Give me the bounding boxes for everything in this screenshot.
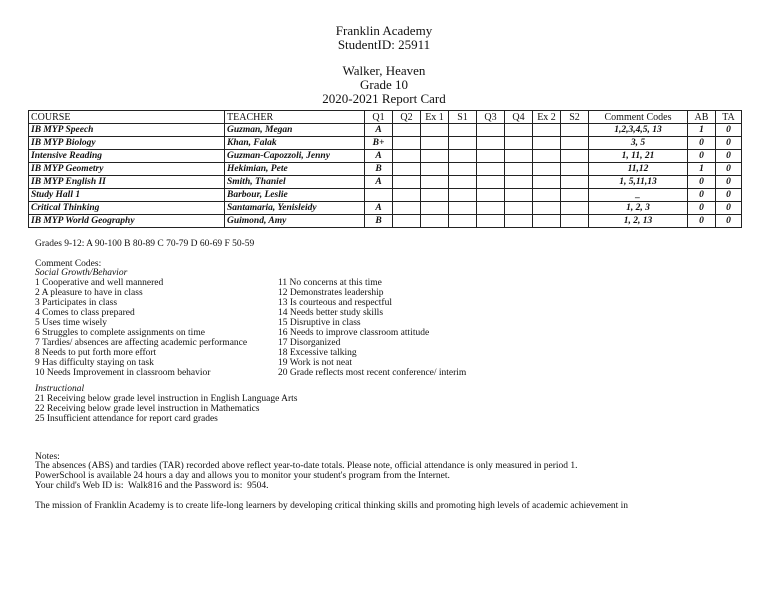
table-row [29,124,742,137]
comment-code-item: 16 Needs to improve classroom attitude [278,328,430,338]
tardies-cell: 0 [716,176,742,189]
teacher-cell: Hekimian, Pete [225,163,365,176]
comment-codes-cell: _ [589,189,688,202]
comment-codes-cell: 1, 2, 13 [589,215,688,228]
ex1-grade [421,215,449,228]
ex1-grade [421,150,449,163]
notes-lines [35,461,578,491]
col-header: Q1 [365,111,393,124]
col-header: Ex 2 [533,111,561,124]
s2-grade [561,163,589,176]
table-header-row [29,111,742,124]
col-header: COURSE [29,111,225,124]
comment-codes-title: Comment Codes: [35,259,102,269]
tardies-cell: 0 [716,163,742,176]
q4-grade [505,176,533,189]
col-header: Q3 [477,111,505,124]
q1-grade: B+ [365,137,393,150]
grading-scale: Grades 9-12: A 90-100 B 80-89 C 70-79 D 60-69 F 50-59 [35,239,255,249]
s1-grade [449,150,477,163]
notes-title: Notes: [35,452,60,462]
s1-grade [449,215,477,228]
table-row [29,202,742,215]
col-header: Comment Codes [589,111,688,124]
absences-cell: 0 [688,215,716,228]
comment-codes-cell: 1, 2, 3 [589,202,688,215]
report-title: 2020-2021 Report Card [322,91,446,106]
ex1-grade [421,202,449,215]
col-header: AB [688,111,716,124]
comment-code-item: 4 Comes to class prepared [35,308,135,318]
course-cell: IB MYP English II [29,176,225,189]
s1-grade [449,202,477,215]
teacher-cell: Smith, Thaniel [225,176,365,189]
table-row [29,215,742,228]
tardies-cell: 0 [716,189,742,202]
tardies-cell: 0 [716,150,742,163]
col-header: S2 [561,111,589,124]
instructional-code-item: 21 Receiving below grade level instruction in English Language Arts [35,394,298,404]
student-id: StudentID: 25911 [337,37,431,52]
comment-code-item: 15 Disruptive in class [278,318,361,328]
instructional-code-item: 22 Receiving below grade level instruction in Mathematics [35,404,260,414]
q1-grade [365,189,393,202]
comment-code-item: 10 Needs Improvement in classroom behavior [35,368,211,378]
absences-cell: 1 [688,163,716,176]
q1-grade: A [365,150,393,163]
q3-grade [477,202,505,215]
comment-code-item: 9 Has difficulty staying on task [35,358,154,368]
table-row [29,176,742,189]
q1-grade: B [365,215,393,228]
comment-code-item: 12 Demonstrates leadership [278,288,384,298]
comment-codes-cell: 1, 5,11,13 [589,176,688,189]
q2-grade [393,215,421,228]
s1-grade [449,176,477,189]
s1-grade [449,189,477,202]
q3-grade [477,150,505,163]
q4-grade [505,124,533,137]
school-name: Franklin Academy [335,23,433,38]
comment-codes-right [278,278,466,378]
note-line: PowerSchool is available 24 hours a day and allows you to monitor your student's program from the Internet. [35,471,450,481]
s1-grade [449,137,477,150]
col-header: TA [716,111,742,124]
note-line: The absences (ABS) and tardies (TAR) recorded above reflect year-to-date totals. Please note, official attendance is only measured in period 1. [35,461,578,471]
q2-grade [393,137,421,150]
q1-grade: A [365,202,393,215]
s2-grade [561,176,589,189]
absences-cell: 0 [688,189,716,202]
ex2-grade [533,124,561,137]
ex2-grade [533,202,561,215]
comment-code-item: 18 Excessive talking [278,348,357,358]
comment-code-item: 13 Is courteous and respectful [278,298,392,308]
comment-codes-left [35,278,247,378]
col-header: TEACHER [225,111,365,124]
absences-cell: 0 [688,176,716,189]
course-cell: Intensive Reading [29,150,225,163]
s1-grade [449,163,477,176]
tardies-cell: 0 [716,137,742,150]
q3-grade [477,215,505,228]
q2-grade [393,189,421,202]
comment-code-item: 3 Participates in class [35,298,118,308]
col-header: Q2 [393,111,421,124]
absences-cell: 0 [688,137,716,150]
absences-cell: 0 [688,202,716,215]
s2-grade [561,215,589,228]
teacher-cell: Guzman, Megan [225,124,365,137]
tardies-cell: 0 [716,124,742,137]
q3-grade [477,137,505,150]
ex2-grade [533,137,561,150]
s2-grade [561,150,589,163]
course-cell: Study Hall 1 [29,189,225,202]
q1-grade: A [365,176,393,189]
teacher-cell: Santamaria, Yenisleidy [225,202,365,215]
tardies-cell: 0 [716,202,742,215]
s2-grade [561,137,589,150]
s2-grade [561,189,589,202]
comment-code-item: 20 Grade reflects most recent conference/ interim [278,368,467,378]
ex1-grade [421,137,449,150]
student-name: Walker, Heaven [342,63,426,78]
s2-grade [561,124,589,137]
q3-grade [477,176,505,189]
q3-grade [477,189,505,202]
ex2-grade [533,163,561,176]
table-row [29,137,742,150]
teacher-cell: Barbour, Leslie [225,189,365,202]
q4-grade [505,189,533,202]
ex2-grade [533,150,561,163]
instructional-codes [35,394,298,424]
comment-codes-cell: 11,12 [589,163,688,176]
teacher-cell: Khan, Falak [225,137,365,150]
mission-statement: The mission of Franklin Academy is to create life-long learners by developing critical thinking skills and promoting high levels of academic achievement in [35,501,629,511]
q3-grade [477,124,505,137]
q4-grade [505,163,533,176]
ex1-grade [421,176,449,189]
q3-grade [477,163,505,176]
q1-grade: A [365,124,393,137]
comment-code-item: 2 A pleasure to have in class [35,288,143,298]
table-row [29,163,742,176]
absences-cell: 1 [688,124,716,137]
comment-code-item: 8 Needs to put forth more effort [35,348,157,358]
course-cell: IB MYP Biology [29,137,225,150]
q2-grade [393,176,421,189]
instructional-code-item: 25 Insufficient attendance for report card grades [35,414,218,424]
ex2-grade [533,176,561,189]
social-growth-title: Social Growth/Behavior [35,268,128,278]
q4-grade [505,150,533,163]
note-line: Your child's Web ID is: Walk816 and the Password is: 9504. [35,481,269,491]
comment-code-item: 14 Needs better study skills [278,308,384,318]
table-row [29,150,742,163]
ex2-grade [533,215,561,228]
comment-code-item: 5 Uses time wisely [35,318,108,328]
q4-grade [505,215,533,228]
col-header: S1 [449,111,477,124]
s2-grade [561,202,589,215]
s1-grade [449,124,477,137]
q2-grade [393,124,421,137]
comment-code-item: 17 Disorganized [278,338,341,348]
course-cell: IB MYP World Geography [29,215,225,228]
q2-grade [393,163,421,176]
col-header: Q4 [505,111,533,124]
course-cell: Critical Thinking [29,202,225,215]
course-cell: IB MYP Speech [29,124,225,137]
table-row [29,189,742,202]
comment-codes-cell: 3, 5 [589,137,688,150]
col-header: Ex 1 [421,111,449,124]
q4-grade [505,202,533,215]
teacher-cell: Guzman-Capozzoli, Jenny [225,150,365,163]
ex2-grade [533,189,561,202]
comment-codes-cell: 1, 11, 21 [589,150,688,163]
q2-grade [393,202,421,215]
ex1-grade [421,163,449,176]
comment-code-item: 19 Work is not neat [278,358,352,368]
comment-code-item: 1 Cooperative and well mannered [35,278,164,288]
grade-level: Grade 10 [359,77,408,92]
report-card-table [28,110,742,228]
q4-grade [505,137,533,150]
comment-codes-cell: 1,2,3,4,5, 13 [589,124,688,137]
comment-code-item: 11 No concerns at this time [278,278,382,288]
absences-cell: 0 [688,150,716,163]
q2-grade [393,150,421,163]
comment-code-item: 6 Struggles to complete assignments on time [35,328,205,338]
tardies-cell: 0 [716,215,742,228]
instructional-title: Instructional [35,384,85,394]
ex1-grade [421,189,449,202]
ex1-grade [421,124,449,137]
comment-code-item: 7 Tardies/ absences are affecting academic performance [35,338,248,348]
course-cell: IB MYP Geometry [29,163,225,176]
q1-grade: B [365,163,393,176]
teacher-cell: Guimond, Amy [225,215,365,228]
